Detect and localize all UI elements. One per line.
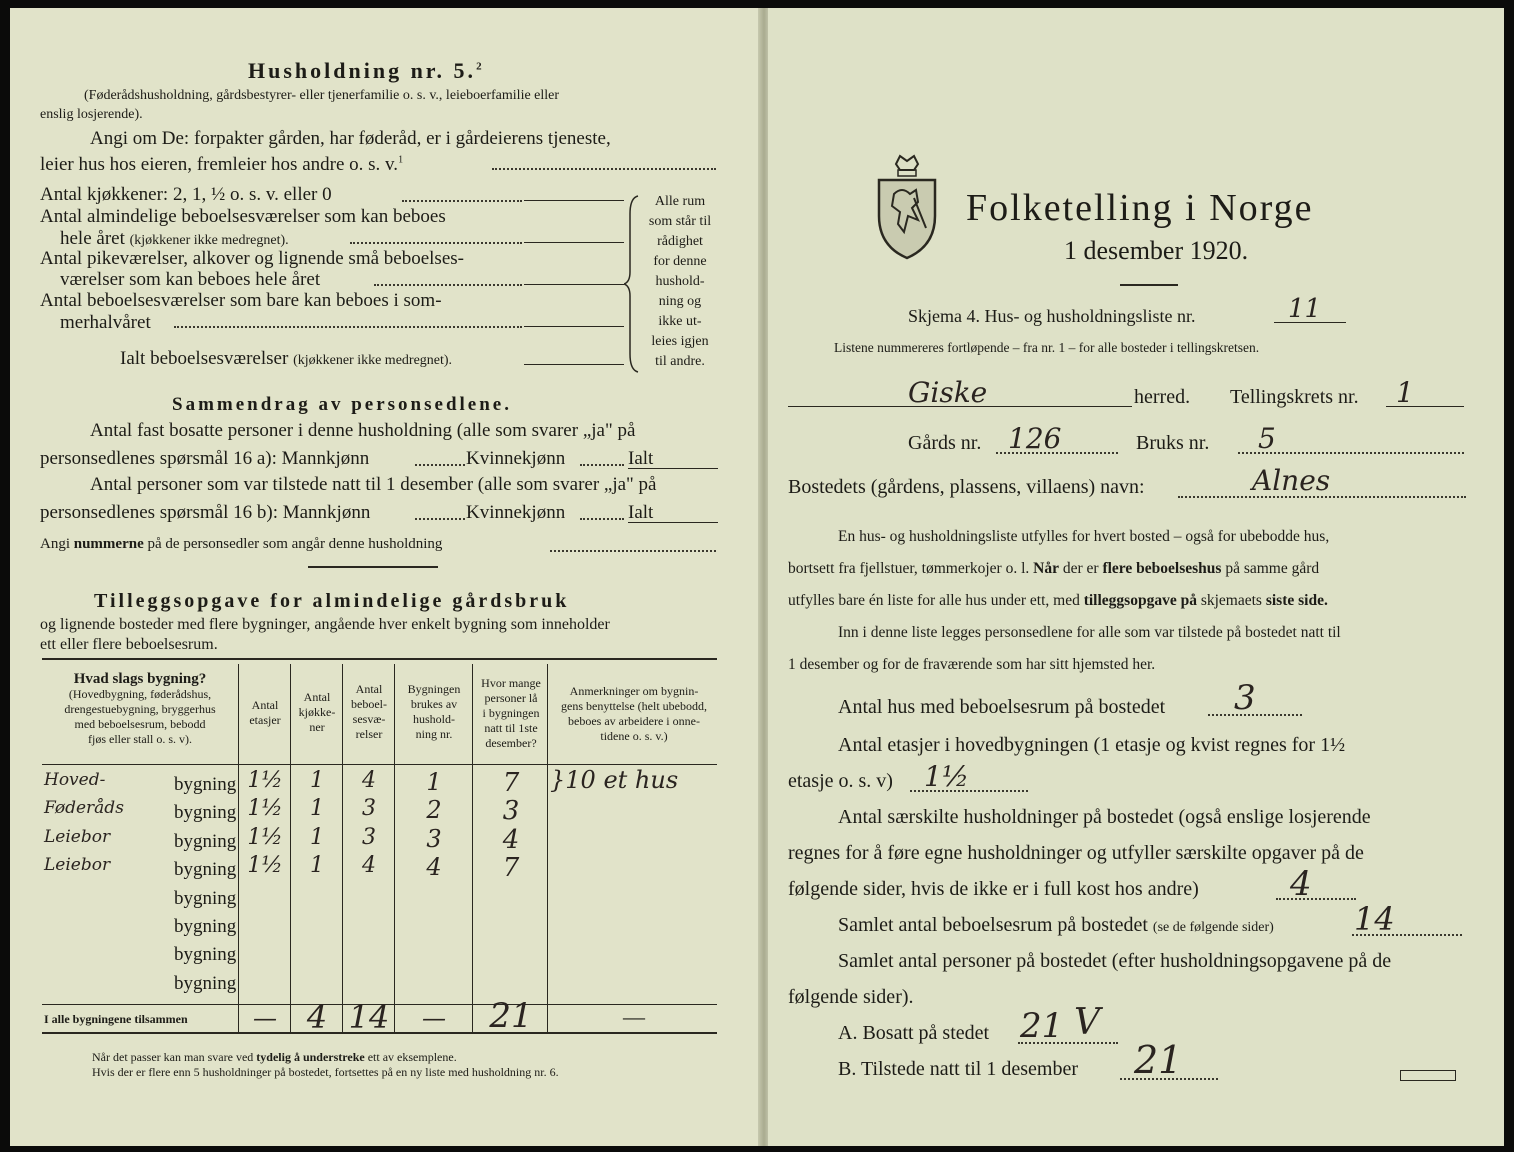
row-suffix: bygning [174,859,237,881]
row-kitchens[interactable]: 1 [310,768,324,793]
norway-coat-of-arms-icon [874,154,940,267]
info-p1-line1: En hus- og husholdningsliste utfylles for hvert bosted – også for ubebodde hus, [838,528,1330,545]
summary-a-line2: personsedlenes spørsmål 16 a): Mannkjønn [40,448,370,469]
q-pers-line1: Samlet antal personer på bostedet (efter husholdningsopgavene på de [838,950,1392,972]
rooms-ordinary-line1: Antal almindelige beboelsesværelser som kan beboes [40,206,446,227]
total-kitchens[interactable]: 4 [306,998,328,1036]
table-top-rule [42,658,717,660]
b-value: 21 [1134,1038,1183,1082]
row-kind[interactable]: Leiebor [44,855,111,876]
summary-b-total-label: Ialt [628,502,654,523]
row-persons[interactable]: 7 [502,768,520,798]
left-page [10,8,762,1146]
right-page [768,8,1504,1146]
rooms-maid-line1: Antal pikeværelser, alkover og lignende små beboelses- [40,248,464,269]
summary-b-female-label: Kvinnekjønn [466,502,566,523]
census-form-spread [10,8,1504,1146]
summary-b-line2: personsedlenes spørsmål 16 b): Mannkjønn [40,502,371,523]
row-kind[interactable]: Hoved- [44,770,106,790]
q-hus-value: 3 [1234,678,1256,718]
summary-b-total-field[interactable] [628,522,718,523]
bruks-label: Bruks nr. [1136,432,1210,454]
header-persons: Hvor mange personer lå i bygningen natt til 1ste desember? [481,676,541,750]
row-suffix: bygning [174,916,237,937]
summary-a-male-field[interactable] [415,464,465,466]
household-note-line2: enslig losjerende). [40,107,143,122]
a-label: A. Bosatt på stedet [838,1022,990,1044]
row-household[interactable]: 1 [426,768,442,796]
q-etasjer-value: 1½ [924,760,969,793]
row-suffix: bygning [174,972,237,994]
form-date: 1 desember 1920. [1064,236,1249,265]
total-remark[interactable]: — [623,1004,645,1029]
row-household[interactable]: 4 [426,853,442,882]
summary-a-female-field[interactable] [580,464,624,466]
herred-label: herred. [1134,386,1191,408]
row-kitchens[interactable]: 1 [310,796,324,822]
row-remark[interactable]: }10 et hus [550,766,679,794]
table-header-rule [42,764,717,765]
row-floors[interactable]: 1½ [247,796,283,822]
q-hush-field[interactable] [1276,898,1356,900]
summary-b-male-field[interactable] [415,518,465,520]
maid-answer[interactable] [524,284,624,285]
row-rooms[interactable]: 3 [362,796,376,822]
rooms-kitchens: Antal kjøkkener: 2, 1, ½ o. s. v. eller 0 [40,184,332,205]
row-persons[interactable]: 7 [502,853,520,884]
a-checkmark-icon: V [1074,1002,1100,1043]
q-etasjer-line2: etasje o. s. v) [788,770,893,792]
row-kitchens[interactable]: 1 [310,824,324,850]
q-pers-line2: følgende sider). [788,986,914,1008]
q-hush-line1: Antal særskilte husholdninger på bostedet (også enslige losjerende [838,806,1371,828]
header-rooms: Antal beboel- sesvæ- relser [351,682,387,741]
kitchens-leader [402,200,522,202]
table-col-divider [238,664,239,1032]
bruks-value: 5 [1258,422,1276,455]
angi-line2: leier hus hos eieren, fremleier hos andre o. s. v.$^1$ [40,154,404,175]
a-value: 21 [1020,1006,1064,1046]
form-title: Folketelling i Norge [966,187,1314,229]
summary-b-line1: Antal personer som var tilstede natt til 1 desember (alle som svarer „ja" på [90,474,657,495]
row-floors[interactable]: 1½ [247,824,283,850]
total-floors[interactable]: — [253,1004,277,1032]
q-etasjer-line1: Antal etasjer i hovedbygningen (1 etasje og kvist regnes for 1½ [838,734,1346,756]
header-kind: Hvad slags bygning? (Hovedbygning, føderådshus, drengestuebygning, bryggerhus med beboelsesrum, bebodd fjøs eller stall o. s. v). [64,671,216,746]
row-household[interactable]: 2 [426,796,442,825]
row-rooms[interactable]: 3 [362,824,376,850]
row-persons[interactable]: 4 [502,824,520,855]
ordinary-leader [350,242,522,244]
rooms-total: Ialt beboelsesværelser (kjøkkener ikke medregnet). [120,348,453,369]
total-household[interactable]: — [422,1004,446,1032]
row-suffix: bygning [174,802,237,824]
section-divider [308,566,438,568]
row-rooms[interactable]: 4 [362,853,376,879]
angi-nummerne: Angi nummerne på de personsedler som angår denne husholdning [40,536,443,552]
row-kitchens[interactable]: 1 [310,853,324,879]
footnote-line1: Når det passer kan man svare ved tydelig å understreke ett av eksemplene. [92,1050,457,1064]
footnote-line2: Hvis der er flere enn 5 husholdninger på bostedet, fortsettes på en ny liste med husholdning nr. 6. [92,1065,559,1079]
table-col-divider [290,664,291,1032]
info-p2-line2: 1 desember og for de fraværende som har sitt hjemsted her. [788,656,1156,673]
summer-leader [174,326,522,328]
header-floors: Antal etasjer [249,698,281,727]
schema-label: Skjema 4. Hus- og husholdningsliste nr. [908,306,1196,326]
household-title: Husholdning nr. 5.$^2$ [248,58,485,83]
angi-line1: Angi om De: forpakter gården, har føderåd, er i gårdeierens tjeneste, [90,128,611,149]
ordinary-answer[interactable] [524,242,624,243]
summary-b-female-field[interactable] [580,518,624,520]
gards-value: 126 [1008,422,1062,455]
rooms-summer-line2: merhalvåret [60,312,151,333]
info-p2-line1: Inn i denne liste legges personsedlene for alle som var tilstede på bostedet natt til [838,624,1341,641]
q-hush-value: 4 [1290,864,1312,904]
summary-title: Sammendrag av personsedlene. [172,394,512,415]
supp-title: Tilleggsopgave for almindelige gårdsbruk [94,590,570,612]
row-suffix: bygning [174,887,237,909]
q-hush-line3: følgende sider, hvis de ikke er i full kost hos andre) [788,878,1199,900]
rooms-summer-line1: Antal beboelsesværelser som bare kan beboes i som- [40,290,442,311]
gards-label: Gårds nr. [908,432,982,454]
header-used-by: Bygningen brukes av hushold- ning nr. [407,682,461,741]
nummerne-field[interactable] [550,550,716,552]
summary-a-female-label: Kvinnekjønn [466,448,566,469]
row-suffix: bygning [174,830,237,852]
row-rooms[interactable]: 4 [362,768,376,793]
rooms-maid-line2: værelser som kan beboes hele året [60,269,321,290]
row-persons[interactable]: 3 [502,796,520,827]
summary-a-line1: Antal fast bosatte personer i denne husholdning (alle som svarer „ja" på [90,420,636,441]
supp-line1: og lignende bosteder med flere bygninger, angående hver enkelt bygning som inneholder [40,616,610,633]
header-kitchens: Antal kjøkke- ner [298,690,336,734]
header-remarks: Anmerkninger om bygnin- gens benyttelse (helt ubebodd, beboes av arbeidere i onne- tidene o. s. v.) [561,684,707,743]
printer-stamp-icon [1400,1070,1456,1081]
info-p1-line3: utfylles bare én liste for alle hus under ett, med tilleggsopgave på skjemaets siste side. [788,592,1328,609]
row-suffix: bygning [174,944,237,966]
supp-line2: ett eller flere beboelsesrum. [40,636,218,653]
bosted-label: Bostedets (gårdens, plassens, villaens) navn: [788,476,1145,498]
info-p1-line2: bortsett fra fjellstuer, tømmerkojer o. l. Når der er flere beboelseshus på samme gård [788,560,1320,577]
q-hus-label: Antal hus med beboelsesrum på bostedet [838,696,1166,718]
total-persons[interactable]: 21 [489,996,533,1036]
bracket-note: Alle rum som står til rådighet for denne hushold- ning og ikke ut- leies igjen til andre. [648,194,712,369]
bosted-value: Alnes [1252,464,1331,497]
row-kind[interactable]: Føderåds [44,798,124,819]
row-floors[interactable]: 1½ [247,853,283,879]
b-label: B. Tilstede natt til 1 desember [838,1058,1078,1080]
total-rooms[interactable]: 14 [348,998,390,1036]
table-col-divider [394,664,395,1032]
row-suffix: bygning [174,774,237,795]
listene-note: Listene nummereres fortløpende – fra nr. 1 – for alle bosteder i tellingskretsen. [834,340,1260,355]
row-household[interactable]: 3 [426,824,442,853]
q-rom-value: 14 [1354,900,1395,938]
kitchens-answer[interactable] [524,200,624,201]
title-divider [1120,284,1178,286]
krets-label: Tellingskrets nr. [1230,386,1359,408]
table-col-divider [342,664,343,1032]
rooms-ordinary-line2: hele året (kjøkkener ikke medregnet). [60,228,289,249]
schema-nr-value: 11 [1288,294,1322,324]
krets-value: 1 [1396,376,1414,409]
row-kind[interactable]: Leiebor [44,826,111,847]
rooms-total-answer[interactable] [524,364,624,365]
row-floors[interactable]: 1½ [247,768,283,793]
herred-value: Giske [908,376,988,409]
angi-answer-line[interactable] [492,168,716,170]
total-row-label: I alle bygningene tilsammen [44,1012,188,1026]
q-rom-label: Samlet antal beboelsesrum på bostedet (se de følgende sider) [838,914,1274,936]
summer-answer[interactable] [524,326,624,327]
summary-a-total-label: Ialt [628,448,654,469]
table-col-divider [472,664,473,1032]
maid-leader [374,284,522,286]
q-hush-line2: regnes for å føre egne husholdninger og utfyller særskilte opgaver på de [788,842,1364,864]
household-note-line1: (Føderådshusholdning, gårdsbestyrer- eller tjenerfamilie o. s. v., leieboerfamilie eller [84,88,560,103]
summary-a-total-field[interactable] [628,468,718,469]
